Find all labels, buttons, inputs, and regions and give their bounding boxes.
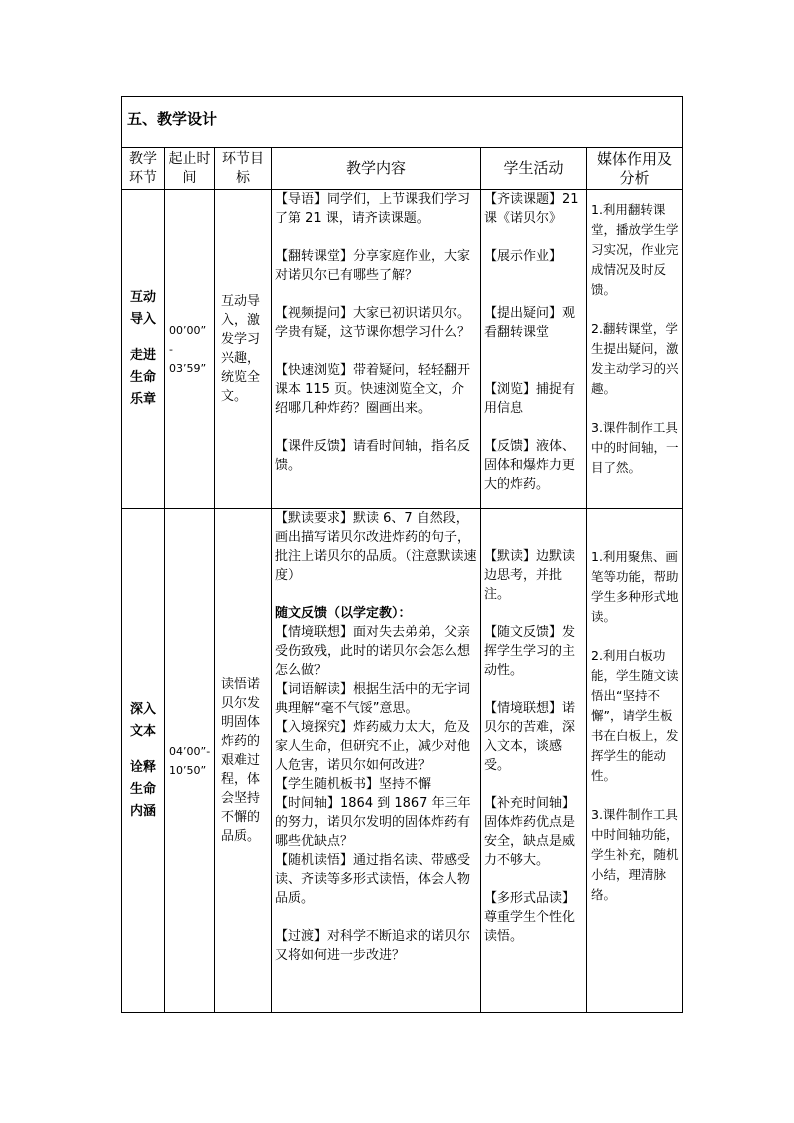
stage-cell	[122, 190, 165, 509]
header-content: 教学内容	[272, 148, 481, 190]
student-cell	[481, 190, 587, 509]
student-item: 【补充时间轴】固体炸药优点是安全，缺点是威力不够大。	[484, 796, 576, 868]
header-goal: 环节目标	[215, 148, 272, 190]
content-item: 【随机读悟】通过指名读、带感受读、齐读等多形式读悟，体会人物品质。	[275, 853, 471, 906]
time-cell: 00’00” - 03’59”	[165, 190, 215, 509]
media-item: 2.利用白板功能，学生随文读悟出“坚持不懈”，请学生板书在白板上，发挥学生的能动性。	[591, 648, 679, 783]
lesson-design-table	[121, 96, 683, 1013]
content-item: 【导语】同学们，上节课我们学习了第 21 课，请齐读课题。	[275, 192, 471, 226]
section-title: 五、教学设计	[122, 97, 683, 148]
media-cell	[587, 190, 683, 509]
content-cell	[272, 190, 481, 509]
goal-cell: 互动导入，激发学习兴趣，统览全文。	[215, 190, 272, 509]
stage-name: 深入文本	[129, 701, 156, 739]
stage-subtitle: 走进生命乐章	[129, 348, 156, 407]
student-item: 【展示作业】	[484, 249, 563, 264]
media-item: 1.利用翻转课堂，播放学生学习实况，作业完成情况及时反馈。	[591, 202, 679, 297]
header-row	[122, 148, 683, 190]
student-item: 【默读】边默读边思考，并批注。	[484, 549, 576, 602]
student-cell	[481, 509, 587, 1013]
media-item: 2.翻转课堂，学生提出疑问，激发主动学习的兴趣。	[591, 321, 679, 396]
content-item: 【入境探究】炸药威力太大，危及家人生命，但研究不止，减少对他人危害，诺贝尔如何改进？	[275, 720, 471, 773]
content-item: 【情境联想】面对失去弟弟，父亲受伤致残，此时的诺贝尔会怎么想怎么做？	[275, 625, 471, 678]
lesson-design-table-wrapper	[121, 96, 682, 1013]
student-item: 【浏览】捕捉有用信息	[484, 382, 576, 416]
content-cell	[272, 509, 481, 1013]
content-item: 【词语解读】根据生活中的无字词典理解“毫不气馁”意思。	[275, 682, 471, 716]
stage-name: 互动导入	[129, 290, 156, 327]
table-row	[122, 509, 683, 1013]
content-item: 【课件反馈】请看时间轴，指名反馈。	[275, 439, 471, 473]
media-item: 3.课件制作工具中时间轴功能，学生补充，随机小结，理清脉络。	[591, 807, 679, 902]
content-item: 【过渡】对科学不断追求的诺贝尔又将如何进一步改进？	[275, 929, 471, 963]
student-item: 【情境联想】诺贝尔的苦难，深入文本，谈感受。	[484, 701, 576, 773]
goal-cell: 读悟诺贝尔发明固体炸药的艰难过程，体会坚持不懈的品质。	[215, 509, 272, 1013]
student-item: 【齐读课题】21 课《诺贝尔》	[484, 192, 579, 226]
stage-cell	[122, 509, 165, 1013]
student-item: 【多形式品读】尊重学生个性化读悟。	[484, 891, 576, 944]
content-item: 【时间轴】1864 到 1867 年三年的努力，诺贝尔发明的固体炸药有哪些优缺点？	[275, 796, 471, 849]
content-item: 【默读要求】默读 6、7 自然段，画出描写诺贝尔改进炸药的句子，批注上诺贝尔的品质。（注意默读速度）	[275, 511, 477, 583]
content-item: 【翻转课堂】分享家庭作业，大家对诺贝尔已有哪些了解？	[275, 249, 471, 283]
table-row	[122, 190, 683, 509]
student-item: 【随文反馈】发挥学生学习的主动性。	[484, 625, 576, 678]
time-cell: 04’00”- 10’50”	[165, 509, 215, 1013]
header-time: 起止时间	[165, 148, 215, 190]
content-item: 【视频提问】大家已初识诺贝尔。学贵有疑，这节课你想学习什么？	[275, 306, 471, 340]
content-heading: 随文反馈（以学定教）：	[275, 606, 412, 621]
content-item: 【快速浏览】带着疑问，轻轻翻开课本 115 页。快速浏览全文，介绍哪几种炸药？圈画出来。	[275, 363, 471, 416]
content-item: 【学生随机板书】坚持不懈	[275, 777, 432, 792]
header-student: 学生活动	[481, 148, 587, 190]
media-cell	[587, 509, 683, 1013]
media-item: 1.利用聚焦、画笔等功能，帮助学生多种形式地读。	[591, 549, 679, 624]
header-stage: 教学环节	[122, 148, 165, 190]
stage-subtitle: 诠释生命内涵	[129, 759, 156, 819]
student-item: 【提出疑问】观看翻转课堂	[484, 306, 576, 340]
header-media: 媒体作用及分析	[587, 148, 683, 190]
student-item: 【反馈】液体、固体和爆炸力更大的炸药。	[484, 439, 576, 492]
media-item: 3.课件制作工具中的时间轴，一目了然。	[591, 420, 679, 475]
